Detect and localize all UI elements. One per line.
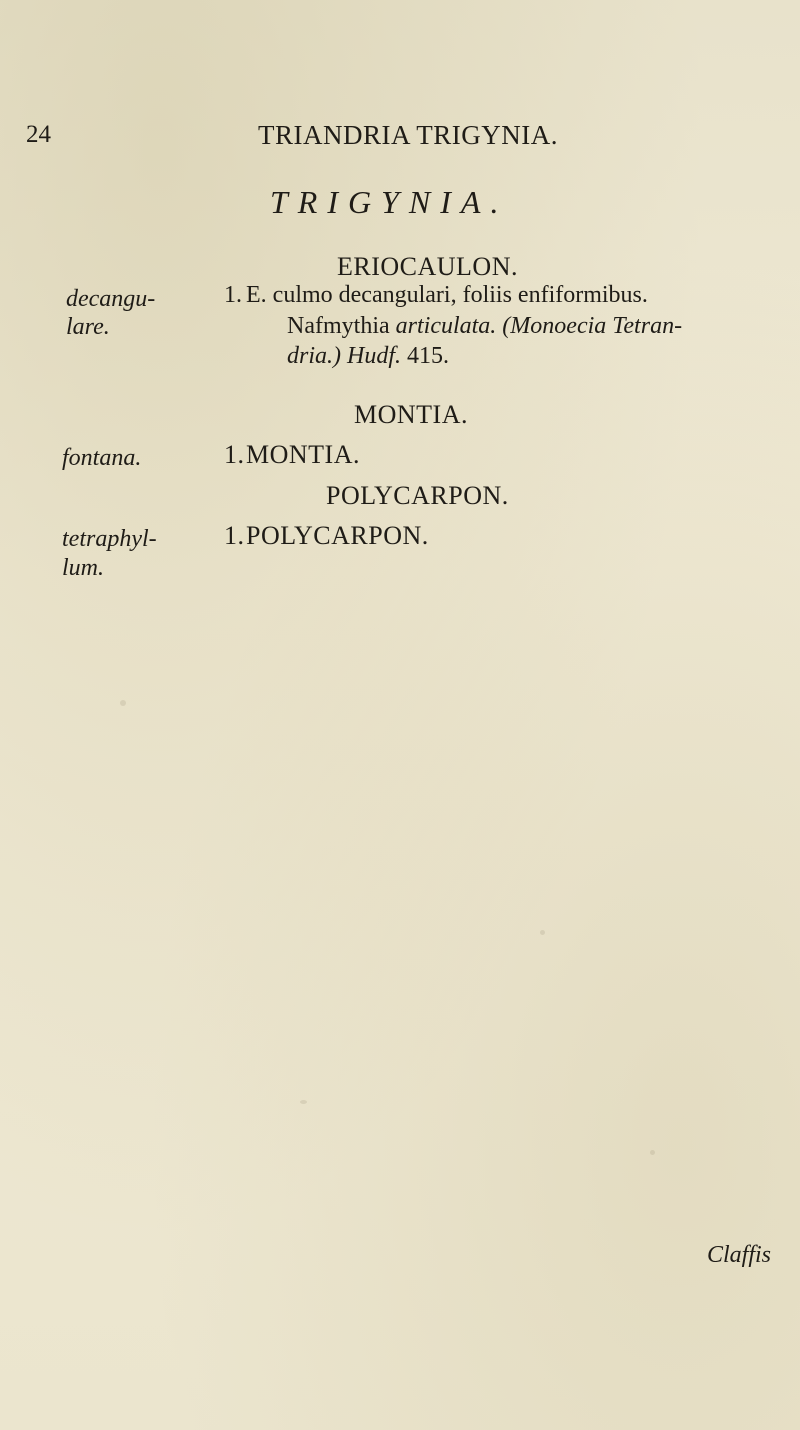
genus-heading-eriocaulon: ERIOCAULON. [337,252,518,281]
entry-number: 1. [224,282,242,308]
entry-text-italic: dria.) Hudf. [287,343,401,369]
entry-text: POLYCARPON. [246,521,429,550]
paper-spot [540,930,545,935]
entry-number: 1. [224,440,245,469]
entry-text: E. culmo decangulari, foliis enfiformibus. [246,282,648,308]
species-entry-line [224,282,648,309]
paper-spot [300,1100,307,1104]
species-entry-line [224,440,360,470]
genus-heading-montia: MONTIA. [354,400,468,429]
entry-number: 1. [224,521,245,550]
paper-spot [650,1150,655,1155]
section-title: TRIGYNIA. [270,184,509,220]
entry-text: MONTIA. [246,440,360,469]
genus-heading-polycarpon: POLYCARPON. [326,481,509,510]
species-entry-line [224,521,429,551]
entry-text: Nafmythia [287,313,396,339]
catchword: Claffis [707,1242,772,1268]
species-entry-line [287,313,682,340]
margin-label-decangulare-cont: lare. [66,314,110,340]
running-head: TRIANDRIA TRIGYNIA. [258,120,558,150]
margin-label-fontana: fontana. [62,445,142,471]
margin-label-decangulare: decangu- [66,286,156,312]
margin-label-tetraphyllum: tetraphyl- [62,526,157,552]
entry-text-italic: articulata. (Monoecia Tetran- [395,313,683,339]
page-number: 24 [26,121,51,148]
paper-spot [120,700,126,706]
entry-text: 415. [401,343,449,369]
margin-label-tetraphyllum-cont: lum. [62,555,104,581]
species-entry-line [287,343,449,370]
